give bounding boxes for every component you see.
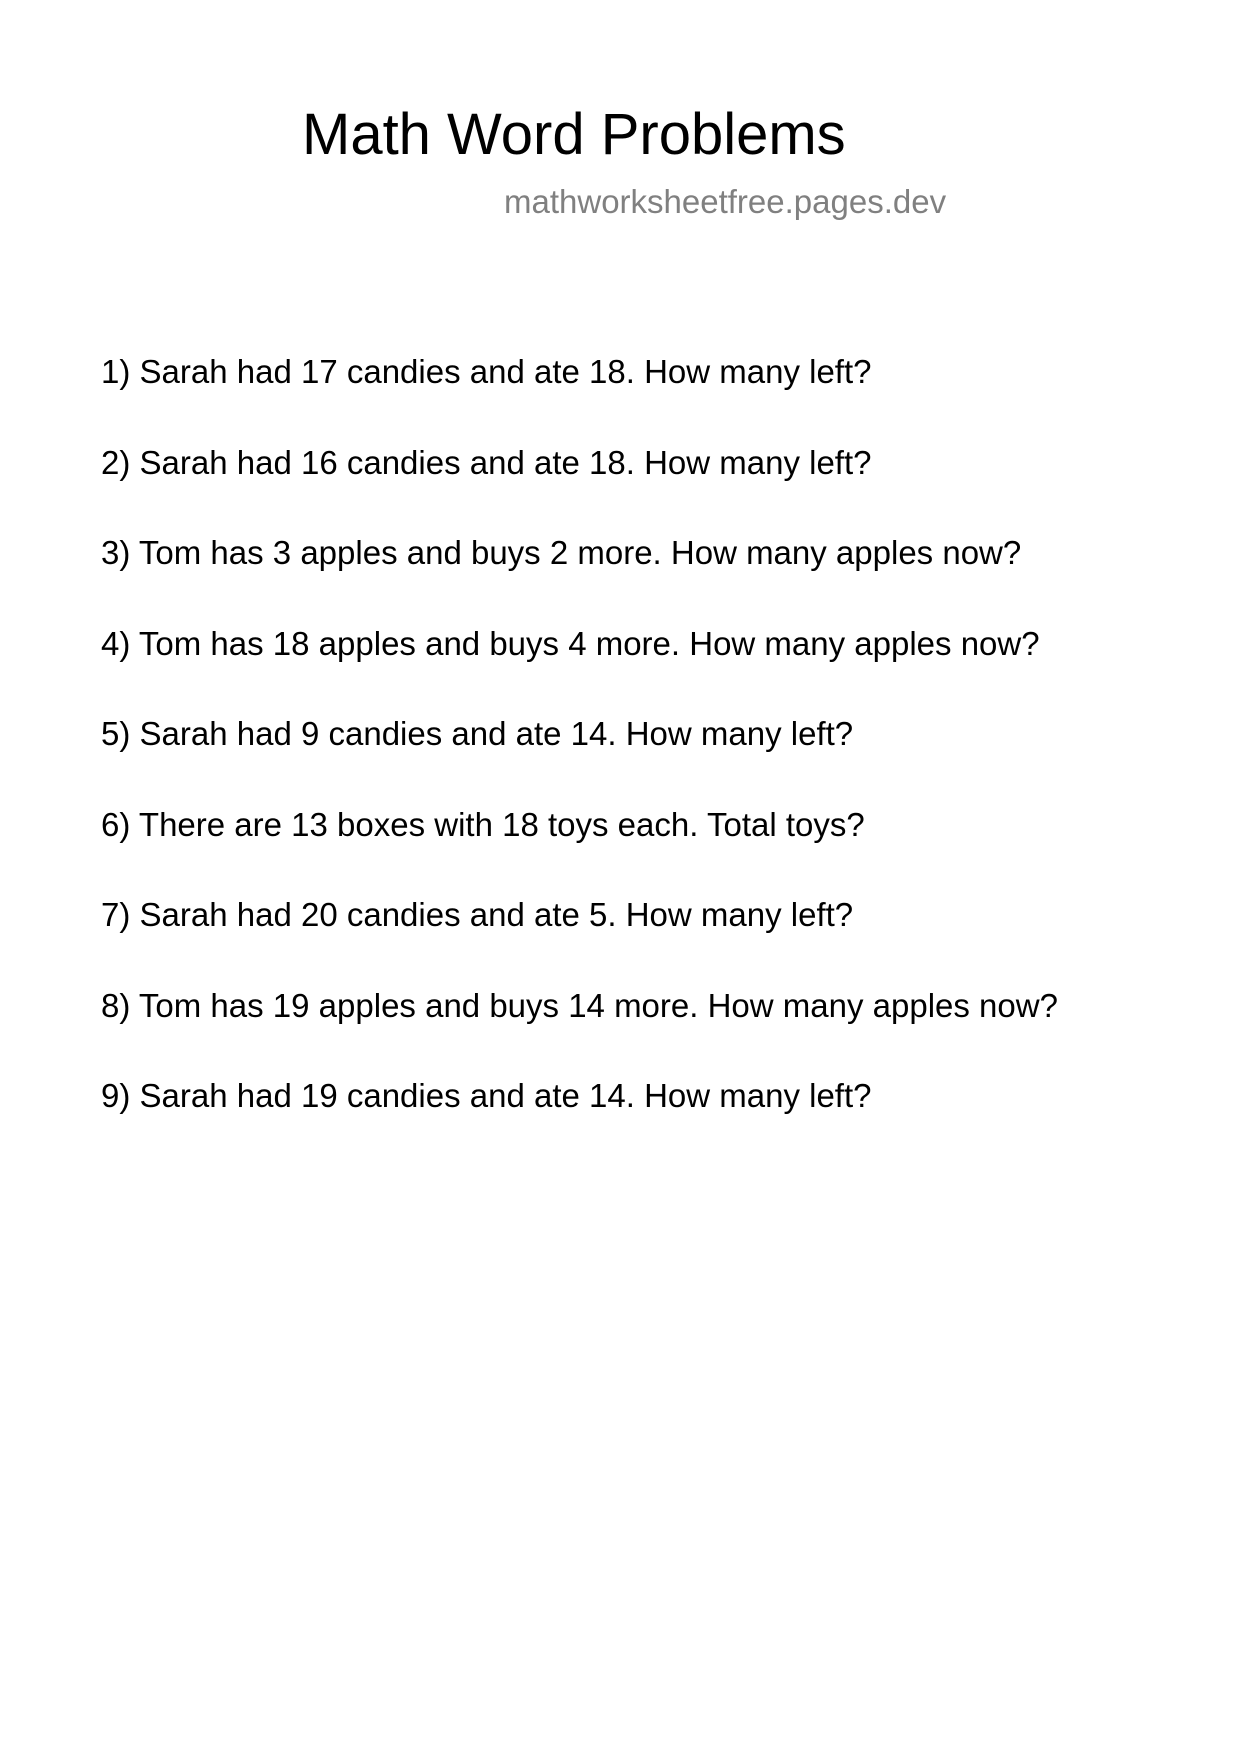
problem-item: 6) There are 13 boxes with 18 toys each. Total toys? xyxy=(101,805,865,843)
problem-item: 7) Sarah had 20 candies and ate 5. How many left? xyxy=(101,896,854,933)
problem-item: 4) Tom has 18 apples and buys 4 more. How many apples now? xyxy=(101,624,1040,662)
page-title: Math Word Problems xyxy=(302,102,846,167)
problem-item: 9) Sarah had 19 candies and ate 14. How many left? xyxy=(101,1077,872,1114)
problem-item: 5) Sarah had 9 candies and ate 14. How many left? xyxy=(101,715,854,752)
site-url: mathworksheetfree.pages.dev xyxy=(504,183,947,220)
problem-item: 1) Sarah had 17 candies and ate 18. How many left? xyxy=(101,353,872,390)
problem-item: 3) Tom has 3 apples and buys 2 more. How many apples now? xyxy=(101,534,1022,571)
problem-list xyxy=(101,350,1058,1165)
problem-item: 2) Sarah had 16 candies and ate 18. How many left? xyxy=(101,443,872,481)
problem-item: 8) Tom has 19 apples and buys 14 more. How many apples now? xyxy=(101,986,1058,1024)
